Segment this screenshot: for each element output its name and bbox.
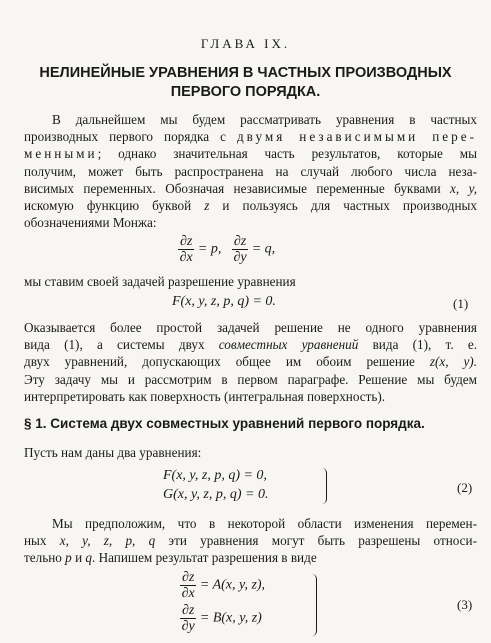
brace: [312, 574, 317, 636]
equation-1-number: (1): [453, 296, 469, 311]
spaced-text: менными: [24, 146, 98, 162]
section-heading: § 1. Система двух совместных уравнений первого порядка.: [24, 416, 425, 431]
intro-line-7: обозначениями Монжа:: [24, 215, 157, 231]
task-line: мы ставим своей задачей разрешение уравнения: [24, 274, 296, 289]
spaced-text: двумя независимыми пере-: [236, 129, 477, 145]
p2-line-2: вида (1), а системы двух совместных уравнений вида (1), т. е.: [24, 337, 477, 353]
fraction-dz-dx: $\frac{\partial z}{\partial x}$: [181, 570, 195, 601]
brace: [322, 468, 327, 504]
equation-3-line-2: $\frac{\partial z}{\partial y}$ = B(x, y, z): [181, 603, 262, 634]
chapter-heading: ГЛАВА IX.: [200, 36, 291, 51]
chapter-title-line-1: НЕЛИНЕЙНЫЕ УРАВНЕНИЯ В ЧАСТНЫХ ПРОИЗВОДНЫХ: [39, 65, 452, 81]
equation-2-line-2: G(x, y, z, p, q) = 0.: [163, 487, 269, 502]
equation-2-line-1: F(x, y, z, p, q) = 0,: [163, 468, 267, 483]
intro-line-6: искомую функцию буквой z и пользуясь для частных производных: [24, 198, 477, 214]
intro-line-2: производных первого порядка с двумя независимыми пере-: [24, 129, 477, 145]
p2-line-5: интерпретировать как поверхность (интегральная поверхность).: [24, 388, 386, 404]
chapter-title: [0, 64, 491, 102]
fraction-dz-dx: $\frac{\partial z}{\partial x}$: [179, 234, 193, 265]
p3-line-3: тельно p и q. Напишем результат разрешения в виде: [24, 550, 317, 566]
p2-line-3: двух уравнений, допускающих общее им обоим решение z(x, y).: [24, 354, 477, 370]
equation-2: [163, 466, 269, 504]
equation-3-number: (3): [457, 597, 473, 612]
intro-line-5: висимых переменных. Обозначая независимые переменные буквами x, y,: [24, 180, 477, 196]
fraction-dz-dy: $\frac{\partial z}{\partial y}$: [181, 603, 195, 634]
p3-line-1: Мы предположим, что в некоторой области изменения перемен-: [52, 516, 477, 531]
paragraph-3: [24, 515, 477, 567]
intro-line-3: менными; однако значительная часть результатов, которые мы: [24, 146, 477, 162]
p3-line-2: ных x, y, z, p, q эти уравнения могут быть разрешены относи-: [24, 533, 477, 549]
chapter-title-line-2: ПЕРВОГО ПОРЯДКА.: [170, 84, 321, 100]
monge-notation: $\frac{\partial z}{\partial x}$ = p, $\frac{\partial z}{\partial y}$ = q,: [179, 234, 276, 265]
fraction-dz-dy: $\frac{\partial z}{\partial y}$: [233, 234, 247, 265]
intro-line-1: В дальнейшем мы будем рассматривать уравнения в частных: [52, 112, 477, 127]
p2-line-4: Эту задачу мы и рассмотрим в первом параграфе. Решение мы будем: [24, 371, 477, 387]
intro-paragraph: [24, 111, 477, 231]
equation-2-number: (2): [457, 480, 473, 495]
given-line: Пусть нам даны два уравнения:: [24, 445, 202, 460]
p2-line-1: Оказывается более простой задачей решение не одного уравнения: [24, 320, 477, 335]
equation-3-line-1: $\frac{\partial z}{\partial x}$ = A(x, y, z),: [181, 570, 266, 601]
intro-line-4: получим, может быть распространена на случай любого числа неза-: [24, 163, 477, 179]
paragraph-2: [24, 319, 477, 405]
equation-1: F(x, y, z, p, q) = 0.: [172, 294, 276, 309]
